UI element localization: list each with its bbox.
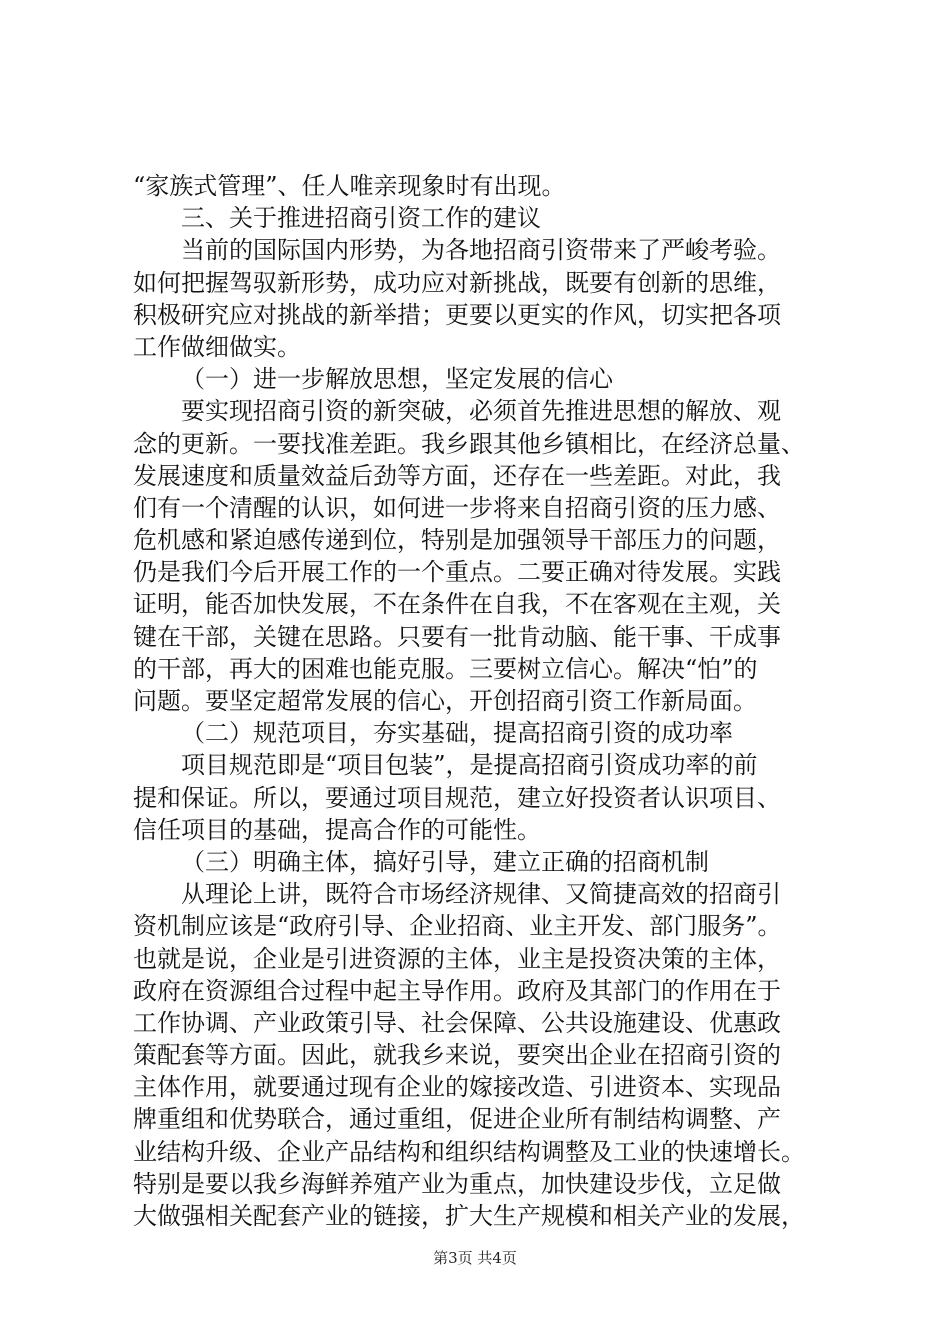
text-line: 积极研究应对挑战的新举措；更要以更实的作风，切实把各项 [133,300,781,329]
text-line: 从理论上讲，既符合市场经济规律、又简捷高效的招商引 [181,880,781,909]
text-line: 牌重组和优势联合，通过重组，促进企业所有制结构调整、产 [133,1105,781,1134]
text-line: 信任项目的基础，提高合作的可能性。 [133,815,541,844]
text-line: 如何把握驾驭新形势，成功应对新挑战，既要有创新的思维， [133,268,781,297]
text-line: 危机感和紧迫感传递到位，特别是加强领导干部压力的问题， [133,526,781,555]
text-line: 项目规范即是“项目包装”，是提高招商引资成功率的前 [181,751,758,780]
text-line: 要实现招商引资的新突破，必须首先推进思想的解放、观 [181,397,781,426]
text-line: 主体作用，就要通过现有企业的嫁接改造、引进资本、实现品 [133,1073,781,1102]
text-line: 资机制应该是“政府引导、企业招商、业主开发、部门服务”。 [133,912,782,941]
text-line: 键在干部，关键在思路。只要有一批肯动脑、能干事、干成事 [133,622,781,651]
text-line: 业结构升级、企业产品结构和组织结构调整及工业的快速增长。 [133,1137,805,1166]
text-line: （二）规范项目，夯实基础，提高招商引资的成功率 [181,719,733,748]
text-line: 策配套等方面。因此，就我乡来说，要突出企业在招商引资的 [133,1041,781,1070]
text-line: 三、关于推进招商引资工作的建议 [181,204,541,233]
text-line: 当前的国际国内形势，为各地招商引资带来了严峻考验。 [181,236,781,265]
text-line: “家族式管理”、任人唯亲现象时有出现。 [133,172,566,200]
text-line: 证明，能否加快发展，不在条件在自我，不在客观在主观，关 [133,590,781,619]
text-line: 问题。要坚定超常发展的信心，开创招商引资工作新局面。 [133,687,757,715]
text-line: 们有一个清醒的认识，如何进一步将来自招商引资的压力感、 [133,493,781,522]
text-line: 工作做细做实。 [133,332,301,361]
page-footer: 第3页 共4页 [433,1249,517,1267]
text-line: 工作协调、产业政策引导、社会保障、公共设施建设、优惠政 [133,1008,781,1037]
text-line: 仍是我们今后开展工作的一个重点。二要正确对待发展。实践 [133,558,781,587]
text-line: 的干部，再大的困难也能克服。三要树立信心。解决“怕”的 [133,654,758,683]
text-line: 念的更新。一要找准差距。我乡跟其他乡镇相比，在经济总量、 [133,429,805,458]
text-line: （一）进一步解放思想，坚定发展的信心 [181,365,613,394]
text-line: 政府在资源组合过程中起主导作用。政府及其部门的作用在于 [133,976,781,1005]
text-line: 特别是要以我乡海鲜养殖产业为重点，加快建设步伐，立足做 [133,1169,781,1198]
text-line: （三）明确主体，搞好引导，建立正确的招商机制 [181,847,709,876]
text-line: 发展速度和质量效益后劲等方面，还存在一些差距。对此，我 [133,461,781,490]
document-body [133,170,833,1232]
text-line: 也就是说，企业是引进资源的主体，业主是投资决策的主体， [133,944,781,973]
text-line: 大做强相关配套产业的链接，扩大生产规模和相关产业的发展， [133,1202,805,1230]
text-line: 提和保证。所以，要通过项目规范，建立好投资者认识项目、 [133,783,781,812]
